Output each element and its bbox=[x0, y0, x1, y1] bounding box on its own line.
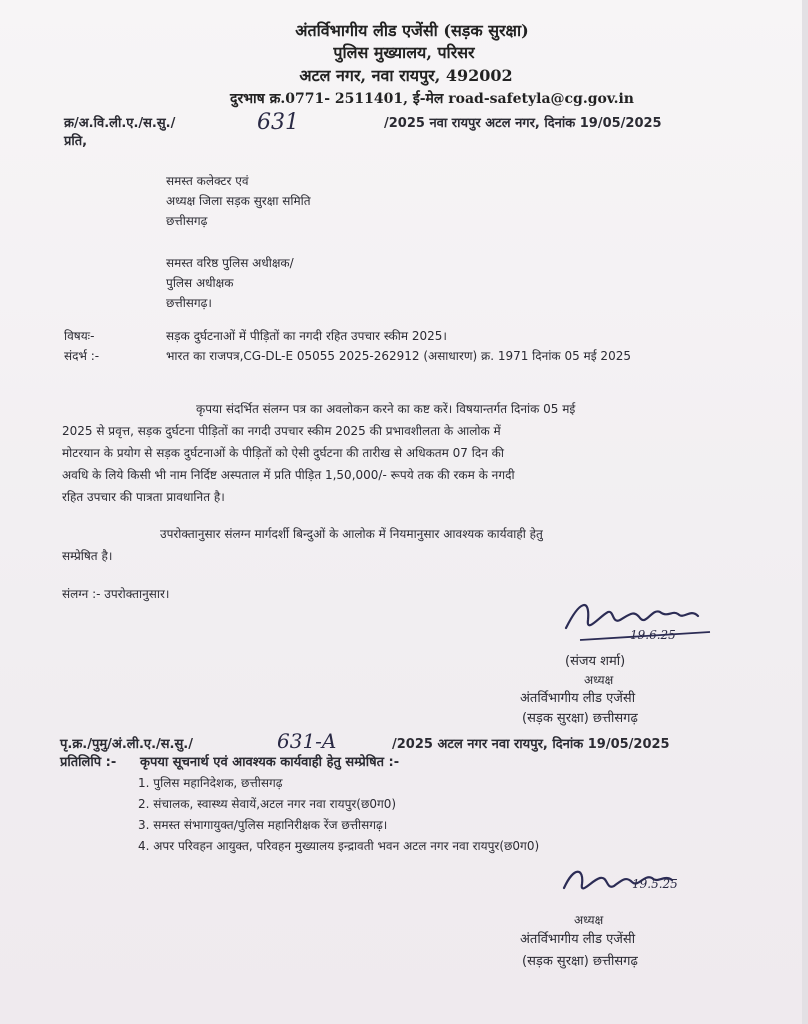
para1-line4: अवधि के लिये किसी भी नाम निर्दिष्ट अस्पताल में प्रति पीड़ित 1,50,000/- रूपये तक की रकम के नगदी bbox=[62, 468, 515, 482]
ref-date-line: /2025 नवा रायपुर अटल नगर, दिनांक 19/05/2025 bbox=[384, 116, 662, 131]
recipient2-line1: समस्त वरिष्ठ पुलिस अधीक्षक/ bbox=[166, 256, 294, 270]
recipient2-line3: छत्तीसगढ़। bbox=[166, 296, 212, 310]
recipient1-line3: छत्तीसगढ़ bbox=[166, 214, 208, 228]
signatory1-title: अध्यक्ष bbox=[584, 673, 614, 687]
header-address: अटल नगर, नवा रायपुर, 492002 bbox=[299, 66, 513, 85]
signatory2-title: अध्यक्ष bbox=[574, 913, 604, 927]
signature-scribble-2 bbox=[556, 858, 706, 908]
ref-prefix: क्र/अ.वि.ली.ए./स.सु./ bbox=[64, 116, 176, 131]
subject-label: विषयः- bbox=[64, 329, 95, 343]
subject-text: सड़क दुर्घटनाओं में पीड़ितों का नगदी रहित उपचार स्कीम 2025। bbox=[166, 329, 447, 343]
prati-label: प्रति, bbox=[64, 134, 88, 149]
copy-item-4: 4. अपर परिवहन आयुक्त, परिवहन मुख्यालय इन्द्रावती भवन अटल नगर नवा रायपुर(छ0ग0) bbox=[138, 839, 540, 853]
para1-line2: 2025 से प्रवृत्त, सड़क दुर्घटना पीड़ितों का नगदी उपचार स्कीम 2025 की प्रभावशीलता के आलोक में bbox=[62, 424, 501, 438]
para1-line3: मोटरयान के प्रयोग से सड़क दुर्घटनाओं के पीड़ितों को ऐसी दुर्घटना की तारीख से अधिकतम 07 दिन की bbox=[62, 446, 505, 460]
copy-text: कृपया सूचनार्थ एवं आवश्यक कार्यवाही हेतु सम्प्रेषित :- bbox=[140, 755, 400, 770]
signature2-date: 19.5.25 bbox=[632, 877, 678, 891]
enclosure-line: संलग्न :- उपरोक्तानुसार। bbox=[62, 587, 170, 601]
header-agency: अंतर्विभागीय लीड एजेंसी (सड़क सुरक्षा) bbox=[295, 21, 529, 40]
recipient1-line2: अध्यक्ष जिला सड़क सुरक्षा समिति bbox=[166, 194, 311, 208]
recipient1-line1: समस्त कलेक्टर एवं bbox=[166, 174, 249, 188]
signatory2-org2: (सड़क सुरक्षा) छत्तीसगढ़ bbox=[522, 954, 638, 969]
reference-text: भारत का राजपत्र,CG-DL-E 05055 2025-262912 (असाधारण) क्र. 1971 दिनांक 05 मई 2025 bbox=[166, 349, 631, 363]
para1-line5: रहित उपचार की पात्रता प्रावधानित है। bbox=[62, 490, 225, 504]
signatory1-org2: (सड़क सुरक्षा) छत्तीसगढ़ bbox=[522, 711, 638, 726]
ref-number-handwritten: 631 bbox=[257, 110, 299, 135]
copy-label: प्रतिलिपि :- bbox=[60, 755, 117, 770]
header-contact: दुरभाष क्र.0771- 2511401, ई-मेल road-safetyla@cg.gov.in bbox=[230, 91, 634, 107]
copy-item-2: 2. संचालक, स्वास्थ्य सेवायें,अटल नगर नवा रायपुर(छ0ग0) bbox=[138, 797, 397, 811]
header-hq: पुलिस मुख्यालय, परिसर bbox=[333, 43, 475, 62]
para2-line2: सम्प्रेषित है। bbox=[62, 549, 113, 563]
signature1-date: 19.6.25 bbox=[630, 628, 676, 642]
reference-label: संदर्भ :- bbox=[64, 349, 100, 363]
endorse-prefix: पृ.क्र./पुमु/अं.ली.ए./स.सु./ bbox=[60, 737, 193, 752]
copy-item-3: 3. समस्त संभागायुक्त/पुलिस महानिरीक्षक रेंज छत्तीसगढ़। bbox=[138, 818, 388, 832]
endorse-number-handwritten: 631-A bbox=[277, 729, 337, 753]
recipient2-line2: पुलिस अधीक्षक bbox=[166, 276, 234, 290]
para1-line1: कृपया संदर्भित संलग्न पत्र का अवलोकन करने का कष्ट करें। विषयान्तर्गत दिनांक 05 मई bbox=[196, 402, 576, 416]
signatory2-org: अंतर्विभागीय लीड एजेंसी bbox=[520, 932, 636, 947]
signatory1-org: अंतर्विभागीय लीड एजेंसी bbox=[520, 691, 636, 706]
signatory1-name: (संजय शर्मा) bbox=[565, 654, 626, 669]
copy-item-1: 1. पुलिस महानिदेशक, छत्तीसगढ़ bbox=[138, 776, 283, 790]
endorse-date-line: /2025 अटल नगर नवा रायपुर, दिनांक 19/05/2025 bbox=[392, 737, 670, 752]
para2-line1: उपरोक्तानुसार संलग्न मार्गदर्शी बिन्दुओं के आलोक में नियमानुसार आवश्यक कार्यवाही हेतु bbox=[160, 527, 543, 541]
